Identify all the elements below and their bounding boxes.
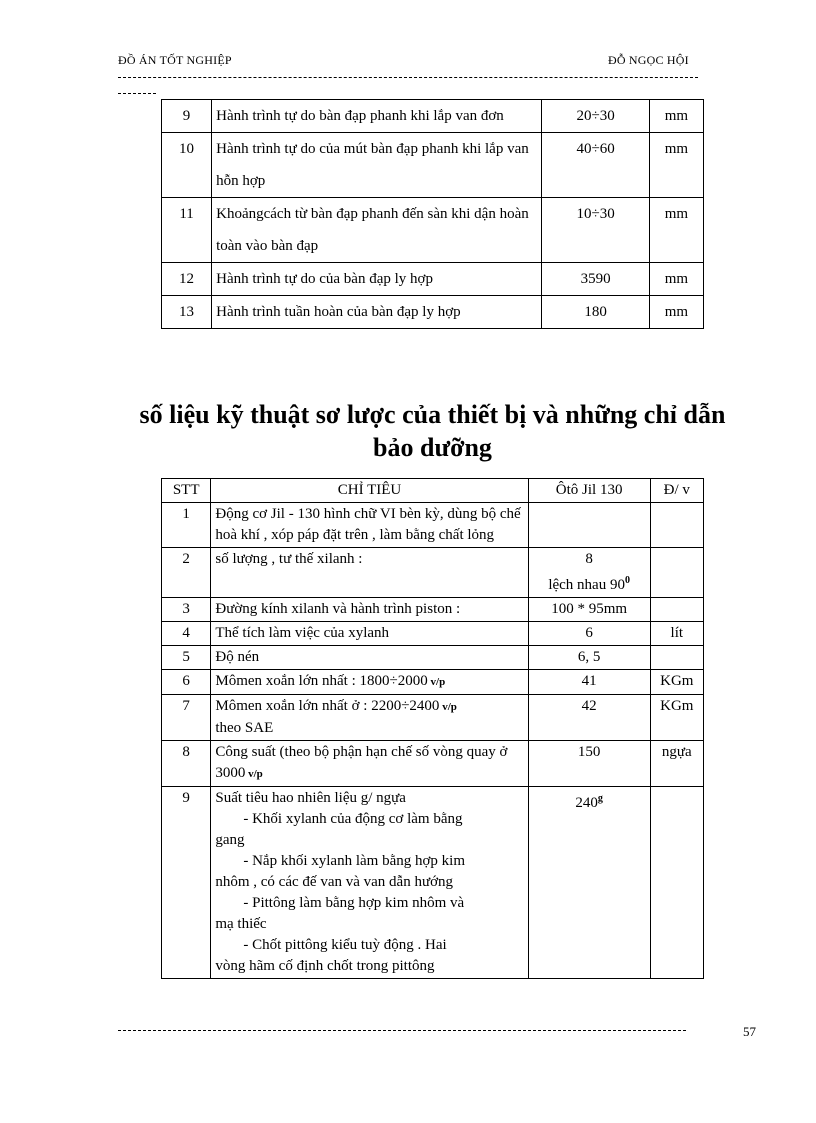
table-row <box>162 646 704 670</box>
row-number: 2 <box>162 548 211 598</box>
row-value <box>528 695 650 741</box>
row-description-text: Mômen xoắn lớn nhất ở : 2200÷2400 <box>215 698 440 714</box>
row-unit: mm <box>649 296 703 329</box>
page-number: 57 <box>743 1024 756 1039</box>
row-value-text: 42 <box>581 698 597 714</box>
rpm-unit: v/p <box>439 701 457 713</box>
row-value-text: 150 <box>577 744 601 760</box>
row-number: 1 <box>162 503 211 548</box>
row-description <box>211 503 528 548</box>
col-header-no: STT <box>162 479 211 503</box>
header-divider-continuation <box>118 93 156 94</box>
row-description-text: Mômen xoắn lớn nhất : 1800÷2000 <box>215 673 428 689</box>
row-value: 10÷30 <box>542 198 649 263</box>
row-number: 12 <box>162 263 212 296</box>
value-sup: g <box>597 793 603 804</box>
row-description-item: - Nắp khối xylanh làm bằng hợp kim <box>243 853 466 869</box>
row-description: Hành trình tự do của mút bàn đạp phanh khi lắp van hỗn hợp <box>212 133 542 198</box>
row-unit <box>650 598 703 622</box>
row-unit <box>650 548 703 598</box>
page-header-left: ĐỒ ÁN TỐT NGHIỆP <box>118 53 232 67</box>
row-unit: KGm <box>650 670 703 695</box>
row-description <box>211 787 528 979</box>
row-description-item: mạ thiếc <box>215 916 267 932</box>
row-description-text: Độ nén <box>215 649 260 665</box>
row-value <box>528 503 650 548</box>
row-value: 40÷60 <box>542 133 649 198</box>
row-value: 3590 <box>542 263 649 296</box>
row-unit <box>650 503 703 548</box>
row-description <box>211 622 528 646</box>
row-value-text: 8 <box>585 551 593 567</box>
page-header-right: ĐỖ NGỌC HỘI <box>608 53 689 67</box>
table-row <box>162 198 704 263</box>
row-description-item: nhôm , có các đế van và van dẫn hướng <box>215 874 454 890</box>
row-value-text: 6, 5 <box>577 649 601 665</box>
row-unit <box>650 787 703 979</box>
table-row <box>162 100 704 133</box>
table-row <box>162 598 704 622</box>
row-description <box>211 670 528 695</box>
row-unit: KGm <box>650 695 703 741</box>
row-description-text: Thể tích làm việc của xylanh <box>215 625 390 641</box>
row-description: Khoảngcách từ bàn đạp phanh đến sàn khi dận hoàn toàn vào bàn đạp <box>212 198 542 263</box>
table-engine-specs <box>161 478 704 979</box>
row-description-text: Động cơ Jil - 130 hình chữ VI bèn kỳ, dùng bộ chế hoà khí , xóp páp đặt trên , làm bằng chất lỏng <box>215 506 521 543</box>
row-description <box>211 741 528 787</box>
header-divider <box>118 77 698 78</box>
row-unit: mm <box>649 100 703 133</box>
row-number: 8 <box>162 741 211 787</box>
table-row <box>162 670 704 695</box>
row-value-text: 41 <box>581 673 597 689</box>
row-number: 6 <box>162 670 211 695</box>
table-row <box>162 741 704 787</box>
row-number: 4 <box>162 622 211 646</box>
table-row <box>162 787 704 979</box>
footer-divider <box>118 1030 686 1031</box>
row-value <box>528 598 650 622</box>
col-header-desc: CHỈ TIÊU <box>211 479 528 503</box>
row-description-title: Suất tiêu hao nhiên liệu g/ ngựa <box>215 790 406 806</box>
row-description-item: gang <box>215 832 245 848</box>
row-number: 9 <box>162 100 212 133</box>
table-row <box>162 695 704 741</box>
row-value <box>528 548 650 598</box>
row-unit <box>650 646 703 670</box>
rpm-unit: v/p <box>245 768 263 780</box>
row-unit: mm <box>649 198 703 263</box>
row-value-extra: lệch nhau $90^0$ <box>548 575 630 593</box>
row-value <box>528 787 650 979</box>
row-value <box>528 670 650 695</box>
row-description: Hành trình tự do của bàn đạp ly hợp <box>212 263 542 296</box>
table-row <box>162 503 704 548</box>
row-description <box>211 695 528 741</box>
row-description: Hành trình tuần hoàn của bàn đạp ly hợp <box>212 296 542 329</box>
table-row <box>162 296 704 329</box>
row-unit: mm <box>649 133 703 198</box>
row-number: 13 <box>162 296 212 329</box>
row-unit: mm <box>649 263 703 296</box>
row-description <box>211 646 528 670</box>
row-unit: lít <box>650 622 703 646</box>
row-value: 180 <box>542 296 649 329</box>
row-description <box>211 548 528 598</box>
degree-sup: 0 <box>624 575 630 586</box>
row-description-item: - Chốt pittông kiểu tuỳ động . Hai <box>243 937 447 953</box>
row-description-item: - Pittông làm bằng hợp kim nhôm và <box>243 895 465 911</box>
row-number: 9 <box>162 787 211 979</box>
section-heading <box>120 398 745 464</box>
row-value-text: 100 * 95mm <box>551 601 628 617</box>
row-number: 10 <box>162 133 212 198</box>
table-row <box>162 263 704 296</box>
table-header-row <box>162 479 704 503</box>
row-unit: ngựa <box>650 741 703 787</box>
rpm-unit: v/p <box>427 676 446 688</box>
row-number: 11 <box>162 198 212 263</box>
col-header-unit: Đ/ v <box>650 479 703 503</box>
table-row <box>162 133 704 198</box>
row-value-text: 6 <box>585 625 593 641</box>
row-description-text: số lượng , tư thế xilanh : <box>215 551 363 567</box>
row-description-text: Công suất (theo bộ phận hạn chế số vòng quay ở 3000 <box>215 744 508 781</box>
row-number: 3 <box>162 598 211 622</box>
col-header-value: Ôtô Jil 130 <box>528 479 650 503</box>
row-description-text: Đường kính xilanh và hành trình piston : <box>215 601 461 617</box>
row-value: 20÷30 <box>542 100 649 133</box>
row-description-item: - Khối xylanh của động cơ làm bằng <box>243 811 463 827</box>
row-description <box>211 598 528 622</box>
table-row <box>162 622 704 646</box>
row-number: 7 <box>162 695 211 741</box>
row-description-item: vòng hãm cố định chốt trong pittông <box>215 958 435 974</box>
table-brake-clutch-specs <box>161 99 704 329</box>
row-description-extra: theo SAE <box>215 720 274 736</box>
row-value <box>528 646 650 670</box>
table-row <box>162 548 704 598</box>
section-heading-line2: bảo dưỡng <box>373 433 492 462</box>
row-description: Hành trình tự do bàn đạp phanh khi lắp van đơn <box>212 100 542 133</box>
row-value <box>528 622 650 646</box>
section-heading-line1: số liệu kỹ thuật sơ lược của thiết bị và những chỉ dẫn <box>139 400 726 429</box>
row-value <box>528 741 650 787</box>
row-number: 5 <box>162 646 211 670</box>
row-value-text: 240 <box>575 795 598 811</box>
